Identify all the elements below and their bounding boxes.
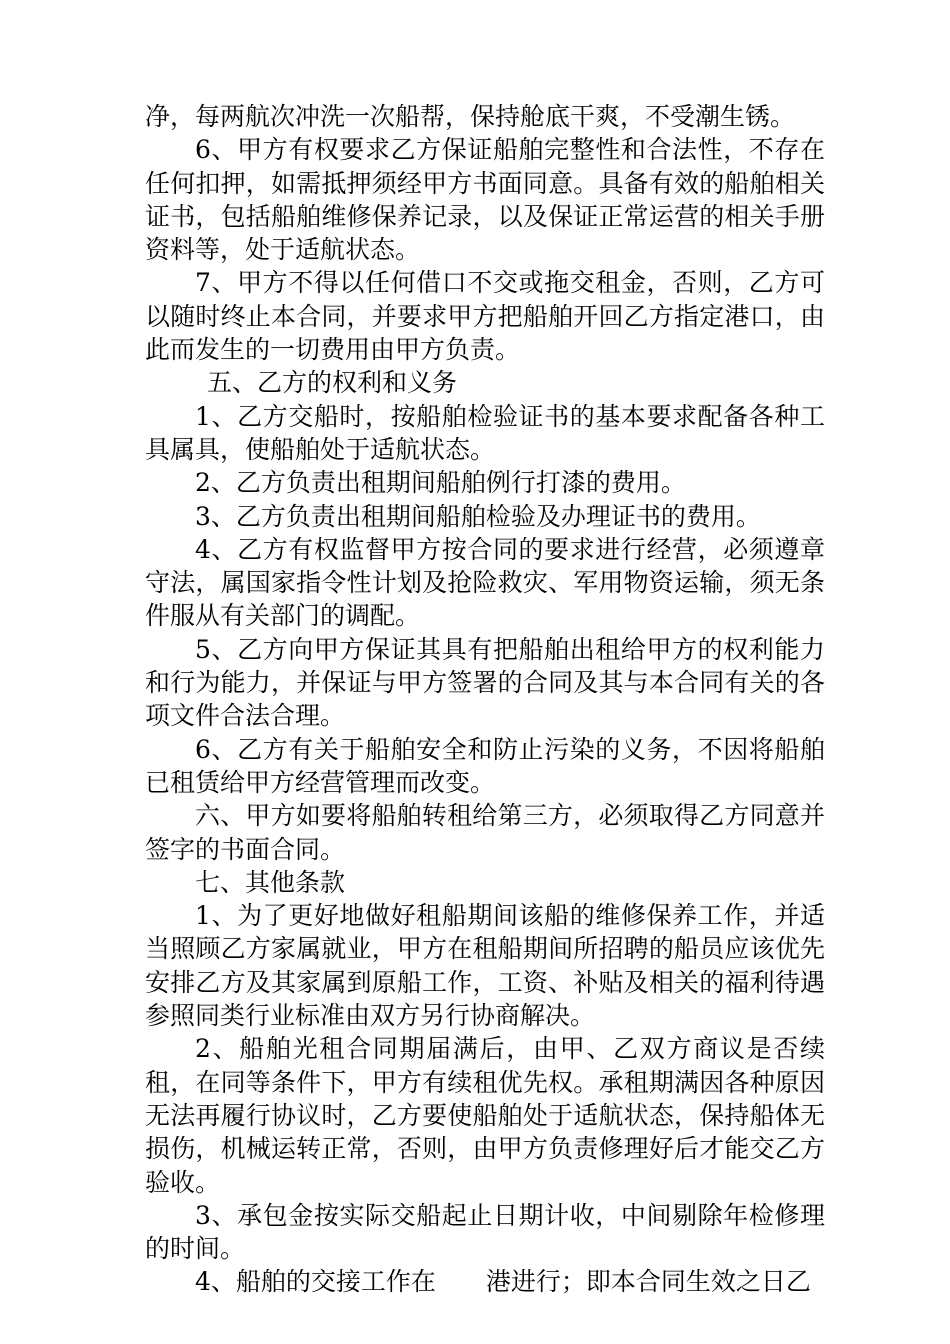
paragraph-clause-7-2: 2、船舶光租合同期届满后，由甲、乙双方商议是否续租，在同等条件下，甲方有续租优先权。承租期满因各种原因无法再履行协议时，乙方要使船舶处于适航状态，保持船体无损伤，机械运转正常，否则，由甲方负责修理好后才能交乙方验收。 [145,1034,825,1197]
paragraph-clause-7-1: 1、为了更好地做好租船期间该船的维修保养工作，并适当照顾乙方家属就业，甲方在租船期间所招聘的船员应该优先安排乙方及其家属到原船工作，工资、补贴及相关的福利待遇参照同类行业标准由双方另行协商解决。 [145,901,825,1031]
paragraph-clause-5-4: 4、乙方有权监督甲方按合同的要求进行经营，必须遵章守法，属国家指令性计划及抢险救灾、军用物资运输，须无条件服从有关部门的调配。 [145,534,825,631]
paragraph-clause-5-3: 3、乙方负责出租期间船舶检验及办理证书的费用。 [195,501,761,531]
section-heading-7: 七、其他条款 [195,867,346,897]
paragraph-clause-5-1: 1、乙方交船时，按船舶检验证书的基本要求配备各种工具属具，使船舶处于适航状态。 [145,401,825,464]
section-6-sublease: 六、甲方如要将船舶转租给第三方，必须取得乙方同意并签字的书面合同。 [145,801,825,864]
paragraph-continuation: 净，每两航次冲洗一次船帮，保持舱底干爽，不受潮生锈。 [145,102,796,131]
paragraph-clause-5-5: 5、乙方向甲方保证其具有把船舶出租给甲方的权利能力和行为能力，并保证与甲方签署的合同及其与本合同有关的各项文件合法合理。 [145,634,825,731]
paragraph-clause-5-6: 6、乙方有关于船舶安全和防止污染的义务，不因将船舶已租赁给甲方经营管理而改变。 [145,734,825,797]
paragraph-clause-7-3: 3、承包金按实际交船起止日期计收，中间剔除年检修理的时间。 [145,1200,825,1264]
section-heading-5: 五、乙方的权利和义务 [207,368,458,398]
document-body [145,100,825,1299]
paragraph-clause-5-2: 2、乙方负责出租期间船舶例行打漆的费用。 [195,468,686,498]
paragraph-clause-4-7: 7、甲方不得以任何借口不交或拖交租金，否则，乙方可以随时终止本合同，并要求甲方把船舶开回乙方指定港口，由此而发生的一切费用由甲方负责。 [145,268,825,365]
paragraph-clause-4-6: 6、甲方有权要求乙方保证船舶完整性和合法性，不存在任何扣押，如需抵押须经甲方书面同意。具备有效的船舶相关证书，包括船舶维修保养记录，以及保证正常运营的相关手册资料等，处于适航状态。 [145,135,825,265]
paragraph-clause-7-4: 4、船舶的交接工作在 港进行；即本合同生效之日乙 [195,1267,811,1297]
